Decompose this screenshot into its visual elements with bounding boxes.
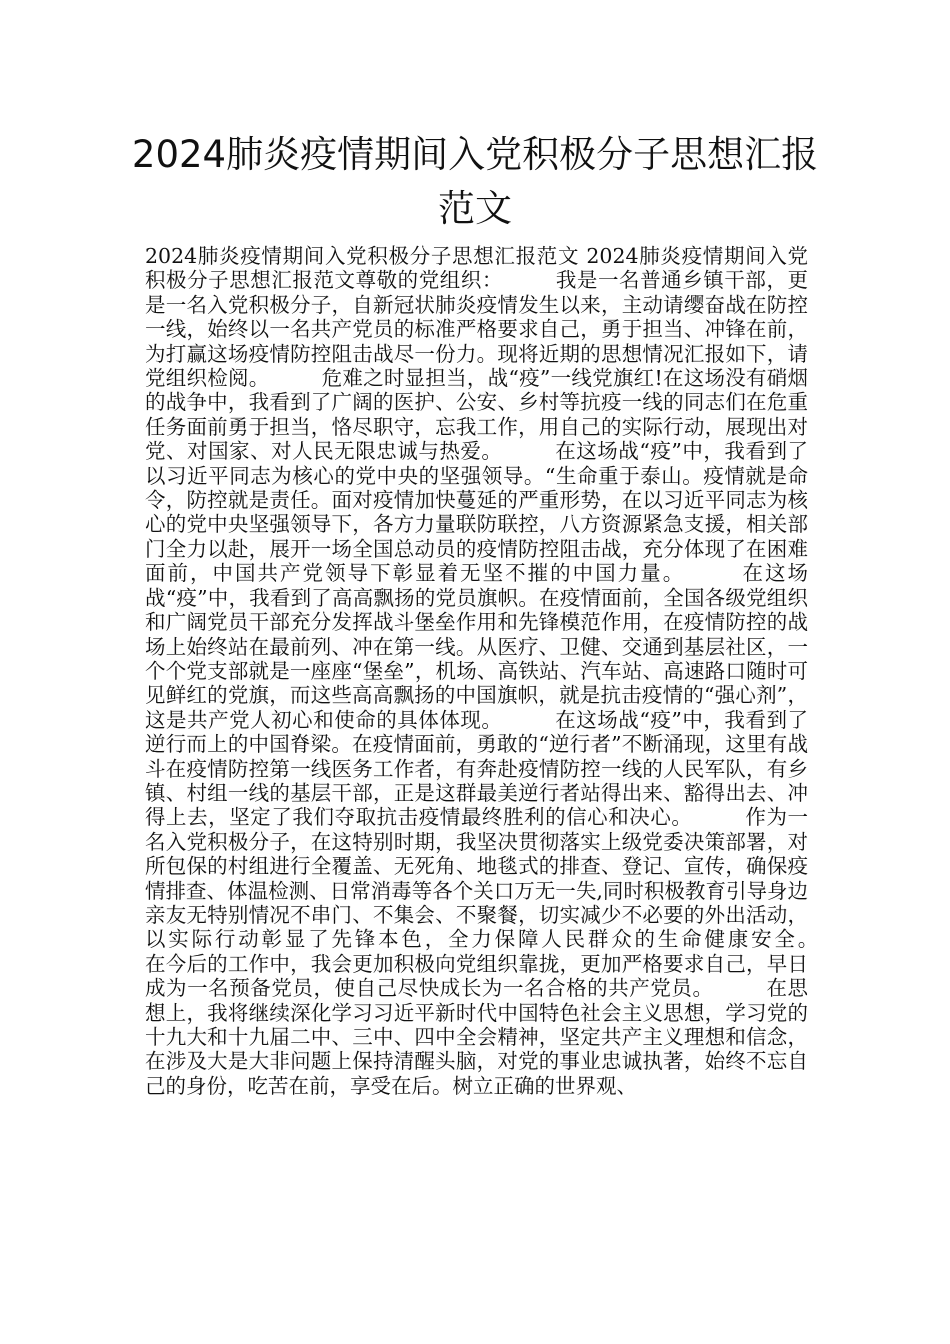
document-title: 2024肺炎疫情期间入党积极分子思想汇报范文	[131, 133, 819, 230]
document-body: 2024肺炎疫情期间入党积极分子思想汇报范文 2024肺炎疫情期间入党积极分子思想汇报范文尊敬的党组织： 我是一名普通乡镇干部，更是一名入党积极分子，自新冠状肺炎疫情发生以来，主动请缨奋战在防控一线，始终以一名共产党员的标准严格要求自己，勇于担当、冲锋在前，为打赢这场疫情防控阻击战尽一份力。现将近期的思想情况汇报如下，请党组织检阅。 危难之时显担当，战“疫”一线党旗红!在这场没有硝烟的战争中，我看到了广阔的医护、公安、乡村等抗疫一线的同志们在危重任务面前勇于担当，恪尽职守，忘我工作，用自己的实际行动，展现出对党、对国家、对人民无限忠诚与热爱。 在这场战“疫”中，我看到了以习近平同志为核心的党中央的坚强领导。“生命重于泰山。疫情就是命令，防控就是责任。面对疫情加快蔓延的严重形势，在以习近平同志为核心的党中央坚强领导下，各方力量联防联控，八方资源紧急支援，相关部门全力以赴，展开一场全国总动员的疫情防控阻击战，充分体现了在困难面前，中国共产党领导下彰显着无坚不摧的中国力量。 在这场战“疫”中，我看到了高高飘扬的党员旗帜。在疫情面前，全国各级党组织和广阔党员干部充分发挥战斗堡垒作用和先锋模范作用，在疫情防控的战场上始终站在最前列、冲在第一线。从医疗、卫健、交通到基层社区，一个个党支部就是一座座“堡垒”，机场、高铁站、汽车站、高速路口随时可见鲜红的党旗，而这些高高飘扬的中国旗帜，就是抗击疫情的“强心剂”，这是共产党人初心和使命的具体体现。 在这场战“疫”中，我看到了逆行而上的中国脊梁。在疫情面前，勇敢的“逆行者”不断涌现，这里有战斗在疫情防控第一线医务工作者，有奔赴疫情防控一线的人民军队，有乡镇、村组一线的基层干部，正是这群最美逆行者站得出来、豁得出去、冲得上去，坚定了我们夺取抗击疫情最终胜利的信心和决心。 作为一名入党积极分子，在这特别时期，我坚决贯彻落实上级党委决策部署，对所包保的村组进行全覆盖、无死角、地毯式的排查、登记、宣传，确保疫情排查、体温检测、日常消毒等各个关口万无一失,同时积极教育引导身边亲友无特别情况不串门、不集会、不聚餐，切实减少不必要的外出活动，以实际行动彰显了先锋本色，全力保障人民群众的生命健康安全。 在今后的工作中，我会更加积极向党组织靠拢，更加严格要求自己，早日成为一名预备党员，使自己尽快成长为一名合格的共产党员。 在思想上，我将继续深化学习习近平新时代中国特色社会主义思想，学习党的十九大和十九届二中、三中、四中全会精神，坚定共产主义理想和信念，在涉及大是大非问题上保持清醒头脑，对党的事业忠诚执著，始终不忘自己的身份，吃苦在前，享受在后。树立正确的世界观、	[145, 244, 870, 1098]
